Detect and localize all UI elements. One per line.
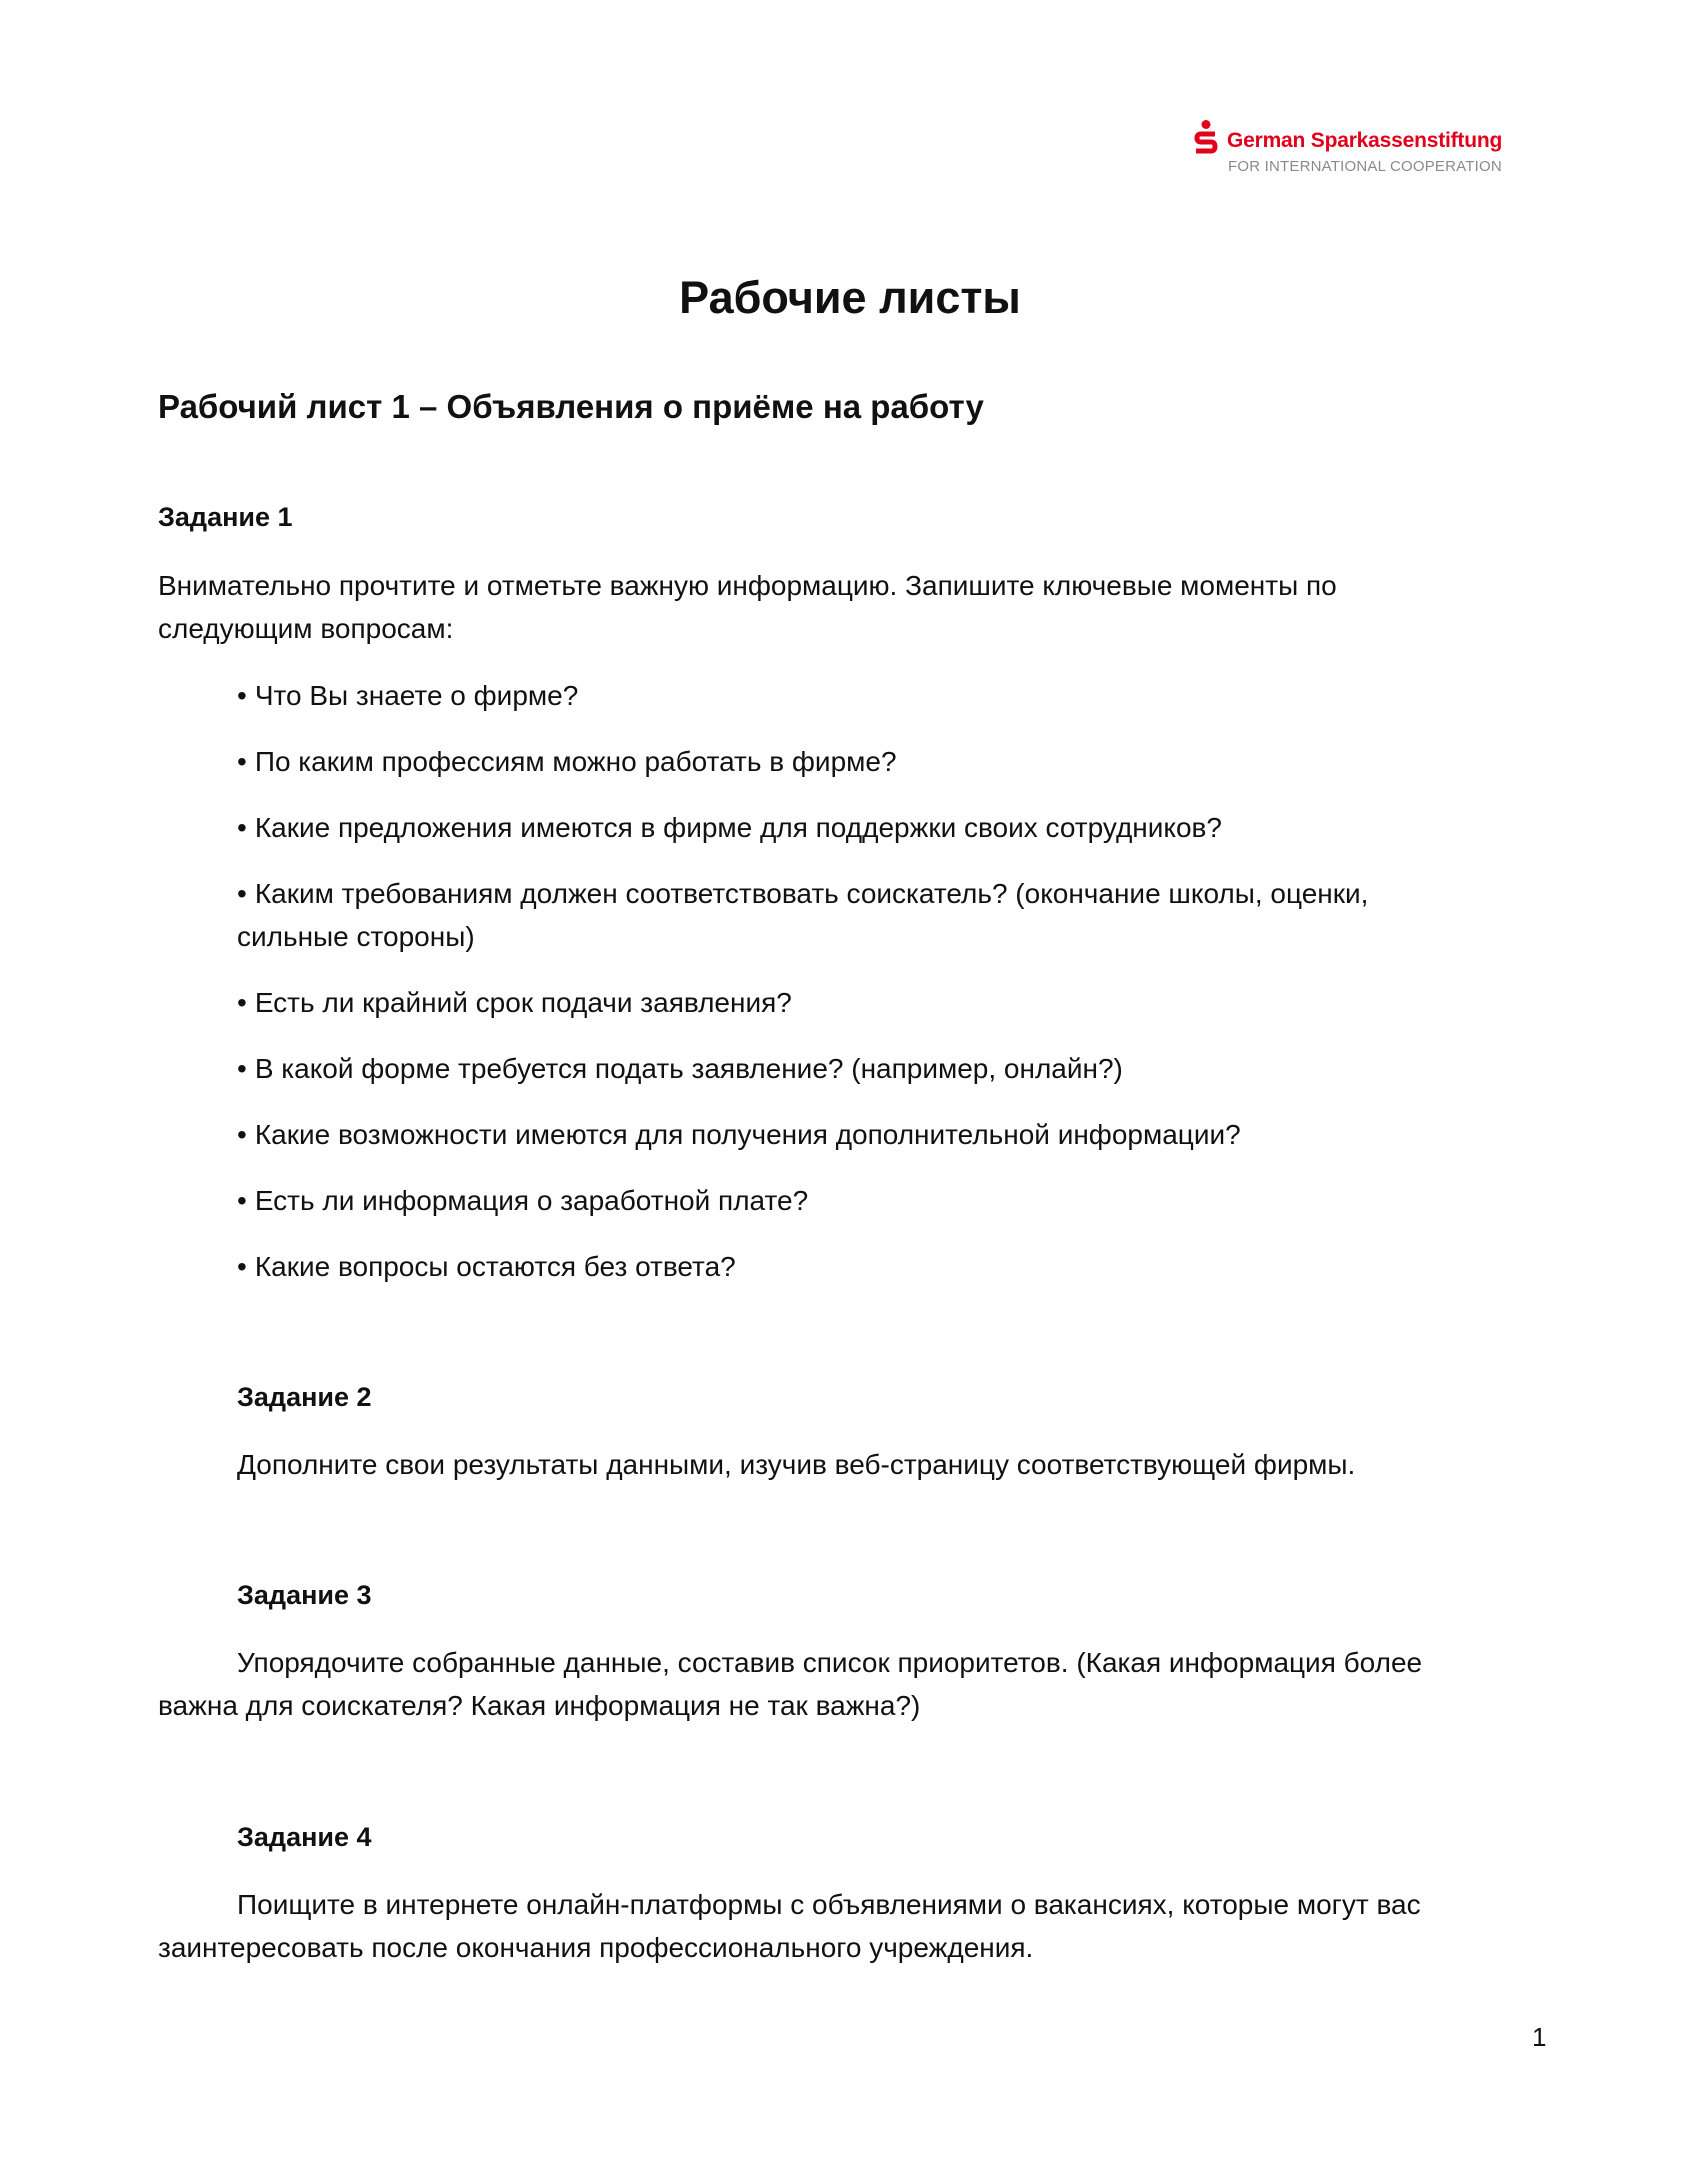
task4-heading: Задание 4 (237, 1822, 372, 1852)
page-number: 1 (1532, 2022, 1547, 2052)
task4-text (158, 1883, 1578, 1969)
task4-line1: Поищите в интернете онлайн-платформы с объявлениями о вакансиях, которые могут вас (237, 1889, 1421, 1920)
sparkassenstiftung-logo (1193, 120, 1533, 180)
task1-intro-line2: следующим вопросам: (158, 613, 454, 644)
question-text: В какой форме требуется подать заявление? (например, онлайн?) (254, 1053, 1123, 1084)
list-item: • В какой форме требуется подать заявление? (например, онлайн?) (237, 1053, 1123, 1084)
question-text: Каким требованиям должен соответствовать соискатель? (окончание школы, оценки, (254, 878, 1369, 909)
question-text: Какие возможности имеются для получения дополнительной информации? (254, 1119, 1241, 1150)
task3-line2: важна для соискателя? Какая информация не так важна?) (158, 1690, 921, 1721)
task3-heading: Задание 3 (237, 1580, 372, 1610)
worksheet-heading: Рабочий лист 1 – Объявления о приёме на работу (158, 388, 984, 425)
list-item: • Каким требованиям должен соответствовать соискатель? (окончание школы, оценки, сильные стороны) (237, 872, 1537, 958)
question-text: Что Вы знаете о фирме? (254, 680, 579, 711)
page-title: Рабочие листы (679, 272, 1021, 323)
list-item: • Какие возможности имеются для получения дополнительной информации? (237, 1119, 1241, 1150)
question-text: По каким профессиям можно работать в фирме? (254, 746, 897, 777)
question-text: Какие вопросы остаются без ответа? (254, 1251, 736, 1282)
list-item: • Какие вопросы остаются без ответа? (237, 1251, 736, 1282)
question-continuation: сильные стороны) (237, 921, 475, 952)
task1-intro-line1: Внимательно прочтите и отметьте важную информацию. Запишите ключевые моменты по (158, 570, 1337, 601)
logo-name: German Sparkassenstiftung (1227, 129, 1503, 152)
sparkasse-s-icon (1193, 120, 1219, 158)
task2-text: Дополните свои результаты данными, изучив веб-страницу соответствующей фирмы. (237, 1449, 1356, 1480)
logo-subtitle: FOR INTERNATIONAL COOPERATION (1228, 158, 1502, 175)
task3-line1: Упорядочите собранные данные, составив список приоритетов. (Какая информация более (237, 1647, 1423, 1678)
task1-intro (158, 564, 1558, 650)
question-text: Какие предложения имеются в фирме для поддержки своих сотрудников? (254, 812, 1222, 843)
list-item: • Что Вы знаете о фирме? (237, 680, 579, 711)
question-text: Есть ли крайний срок подачи заявления? (254, 987, 792, 1018)
task2-heading: Задание 2 (237, 1382, 372, 1412)
question-text: Есть ли информация о заработной плате? (254, 1185, 809, 1216)
list-item: • Какие предложения имеются в фирме для поддержки своих сотрудников? (237, 812, 1222, 843)
task4-line2: заинтересовать после окончания профессионального учреждения. (158, 1932, 1034, 1963)
task3-text (158, 1641, 1578, 1727)
task1-heading: Задание 1 (158, 502, 293, 532)
list-item: • Есть ли крайний срок подачи заявления? (237, 987, 792, 1018)
list-item: • По каким профессиям можно работать в фирме? (237, 746, 897, 777)
list-item: • Есть ли информация о заработной плате? (237, 1185, 809, 1216)
